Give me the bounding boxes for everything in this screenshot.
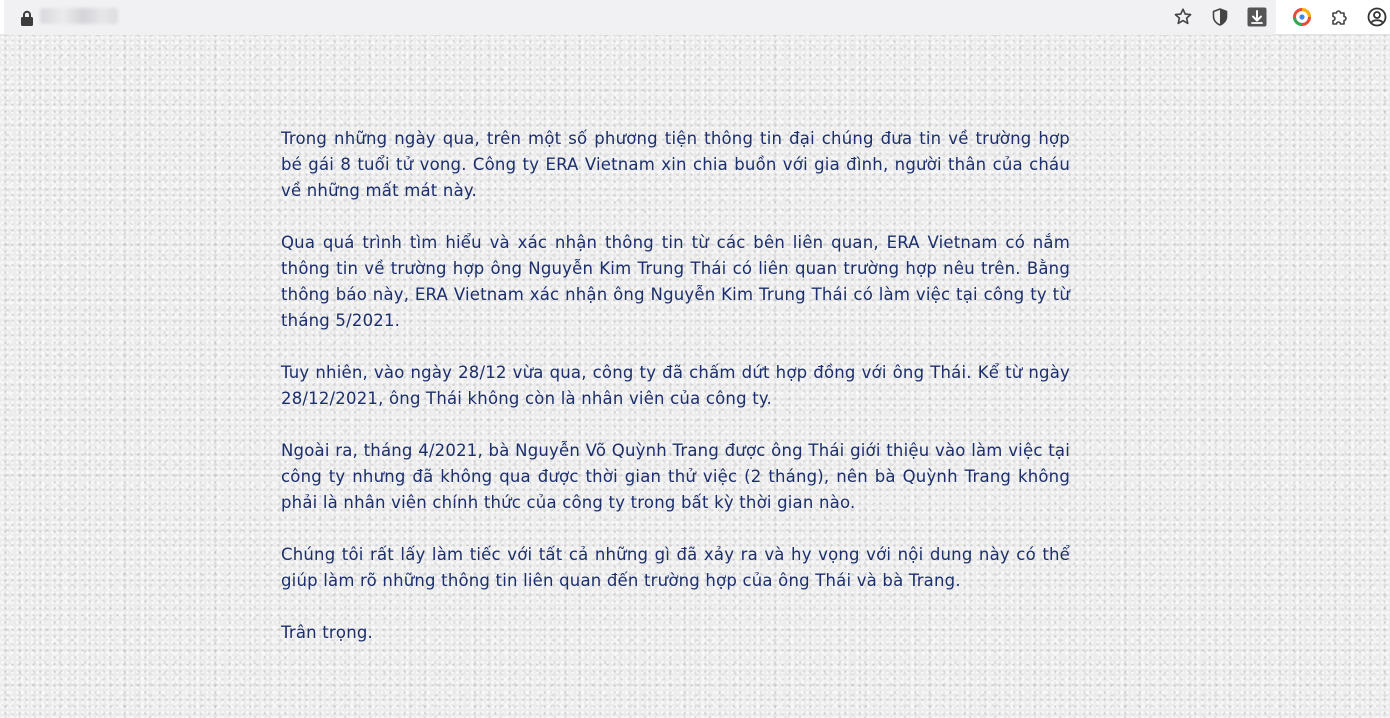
paragraph-termination: Tuy nhiên, vào ngày 28/12 vừa qua, công ty đã chấm dứt hợp đồng với ông Thái. Kể từ ngày 28/12/2021, ông Thái không còn là nhân viên của công ty. xyxy=(281,363,1070,408)
download-icon[interactable] xyxy=(1247,7,1267,27)
paragraph-condolence: Trong những ngày qua, trên một số phương tiện thông tin đại chúng đưa tin về trường hợp bé gái 8 tuổi tử vong. Công ty ERA Vietnam xin chia buồn với gia đình, người thân của cháu về những mất mát này. xyxy=(281,129,1070,200)
announcement-text xyxy=(281,126,1070,646)
page-content-area xyxy=(0,35,1390,718)
bookmark-star-icon[interactable] xyxy=(1173,7,1193,27)
puzzle-extensions-icon[interactable] xyxy=(1329,7,1349,27)
paragraph-probation: Ngoài ra, tháng 4/2021, bà Nguyễn Võ Quỳnh Trang được ông Thái giới thiệu vào làm việc tại công ty nhưng đã không qua được thời gian thử việc (2 tháng), nên bà Quỳnh Trang không phải là nhân viên chính thức của công ty trong bất kỳ thời gian nào. xyxy=(281,441,1070,512)
shield-icon[interactable] xyxy=(1210,7,1230,27)
colorful-extension-icon[interactable] xyxy=(1292,7,1312,27)
paragraph-regret: Chúng tôi rất lấy làm tiếc với tất cả những gì đã xảy ra và hy vọng với nội dung này có thể giúp làm rõ những thông tin liên quan đến trường hợp của ông Thái và bà Trang. xyxy=(281,545,1070,590)
browser-toolbar xyxy=(0,0,1390,35)
paragraph-confirmation: Qua quá trình tìm hiểu và xác nhận thông tin từ các bên liên quan, ERA Vietnam có nắm thông tin về trường hợp ông Nguyễn Kim Trung Thái có liên quan trường hợp nêu trên. Bằng thông báo này, ERA Vietnam xác nhận ông Nguyễn Kim Trung Thái có làm việc tại công ty từ tháng 5/2021. xyxy=(281,233,1070,330)
account-icon[interactable] xyxy=(1367,7,1387,27)
url-text-blurred[interactable] xyxy=(40,8,118,24)
closing-signoff: Trân trọng. xyxy=(281,623,373,642)
address-bar[interactable] xyxy=(4,0,1276,35)
lock-icon[interactable] xyxy=(19,10,35,26)
